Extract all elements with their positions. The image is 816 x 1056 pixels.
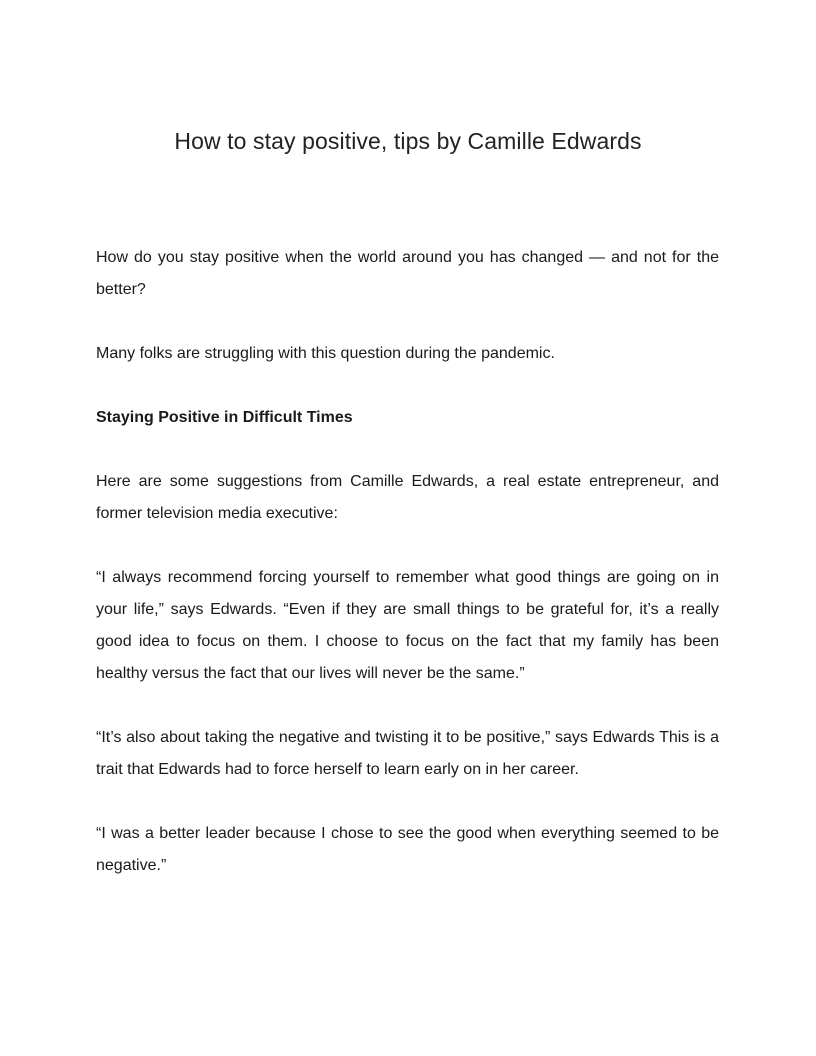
context-paragraph: Many folks are struggling with this question during the pandemic. — [96, 345, 555, 362]
quote-paragraph-3: “I was a better leader because I chose to see the good when everything seemed to be negative.” — [96, 825, 719, 874]
suggestions-intro-paragraph: Here are some suggestions from Camille Edwards, a real estate entrepreneur, and former television media executive: — [96, 473, 719, 522]
document-body — [96, 242, 719, 914]
section-heading: Staying Positive in Difficult Times — [96, 409, 353, 426]
quote-paragraph-2: “It’s also about taking the negative and twisting it to be positive,” says Edwards This is a trait that Edwards had to force herself to learn early on in her career. — [96, 729, 719, 778]
intro-paragraph: How do you stay positive when the world around you has changed — and not for the better? — [96, 249, 719, 298]
document-title: How to stay positive, tips by Camille Edwards — [174, 128, 642, 154]
quote-paragraph-1: “I always recommend forcing yourself to remember what good things are going on in your life,” says Edwards. “Even if they are small things to be grateful for, it’s a really good idea to focus on them. I choose to focus on the fact that my family has been healthy versus the fact that our lives will never be the same.” — [96, 569, 719, 682]
